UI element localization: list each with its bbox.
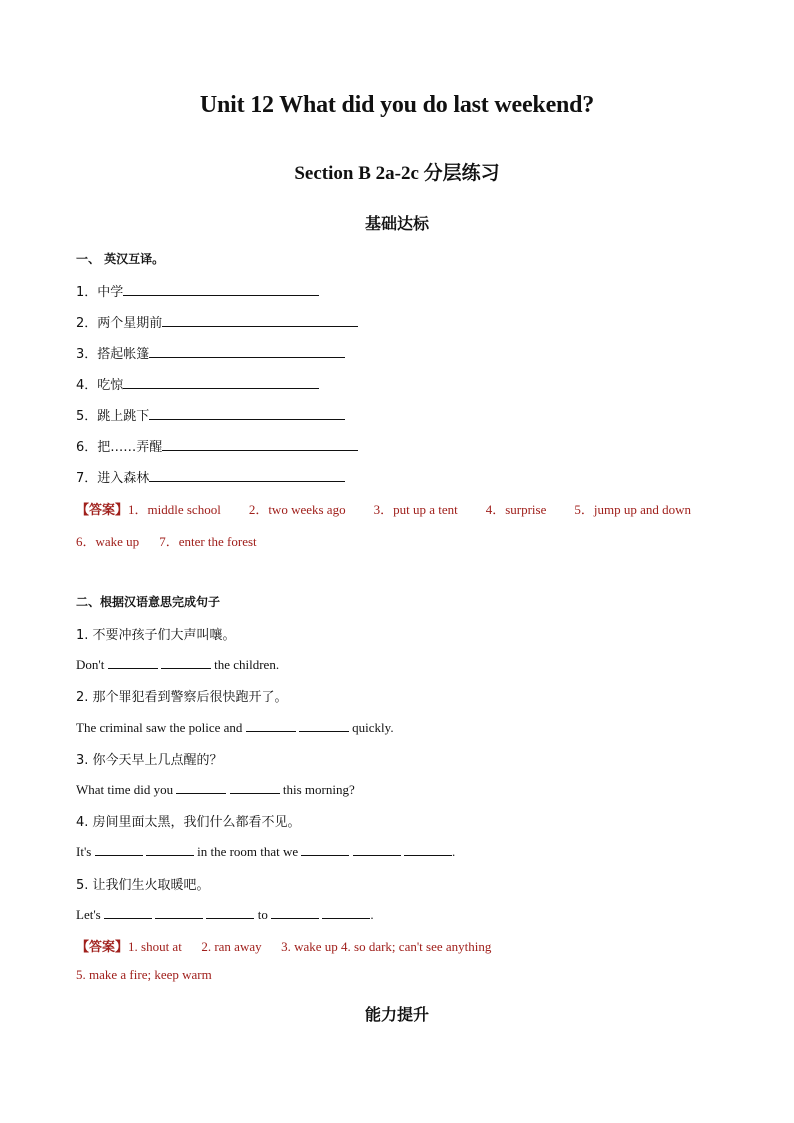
answer-blank[interactable] xyxy=(161,655,211,669)
part2-chinese-sentence: 1. 不要冲孩子们大声叫嚷。 xyxy=(76,628,236,643)
section-title: Section B 2a-2c 分层练习 xyxy=(294,163,500,184)
part2-heading: 二、根据汉语意思完成句子 xyxy=(76,595,221,609)
answer-blank[interactable] xyxy=(146,842,194,856)
part2-english-sentence: It's in the room that we . xyxy=(76,844,456,859)
answer-blank[interactable] xyxy=(176,780,226,794)
part1-item: 2．两个星期前 xyxy=(76,312,358,331)
answer-blank[interactable] xyxy=(104,905,152,919)
answer-blank[interactable] xyxy=(301,842,349,856)
answer-item: 6．wake up xyxy=(76,534,140,549)
part2-english-sentence: Let's to . xyxy=(76,907,374,922)
answer-blank[interactable] xyxy=(123,282,319,296)
answer-blank[interactable] xyxy=(299,718,349,732)
part2-english-sentence: The criminal saw the police and quickly. xyxy=(76,720,394,735)
part1-item: 4．吃惊 xyxy=(76,374,319,393)
answer-blank[interactable] xyxy=(149,406,345,420)
answer-item: 2．two weeks ago xyxy=(248,502,346,517)
answer-item: 5．jump up and down xyxy=(574,502,692,517)
answer-tag: 【答案】 xyxy=(76,940,129,955)
part1-item: 6．把……弄醒 xyxy=(76,436,358,455)
part1-item: 3．搭起帐篷 xyxy=(76,343,345,362)
answer-blank[interactable] xyxy=(162,313,358,327)
level-heading-advanced: 能力提升 xyxy=(364,1005,429,1024)
answer-blank[interactable] xyxy=(155,905,203,919)
answer-item: 5. make a fire; keep warm xyxy=(76,967,212,982)
answer-blank[interactable] xyxy=(246,718,296,732)
part2-chinese-sentence: 4. 房间里面太黑，我们什么都看不见。 xyxy=(76,815,301,830)
answer-blank[interactable] xyxy=(149,344,345,358)
answer-blank[interactable] xyxy=(162,437,358,451)
answer-tag: 【答案】 xyxy=(76,503,129,518)
part2-chinese-sentence: 5. 让我们生火取暖吧。 xyxy=(76,878,210,893)
answer-blank[interactable] xyxy=(108,655,158,669)
answer-blank[interactable] xyxy=(404,842,452,856)
part1-item: 5．跳上跳下 xyxy=(76,405,345,424)
answer-blank[interactable] xyxy=(95,842,143,856)
answer-blank[interactable] xyxy=(123,375,319,389)
answer-item: 4．surprise xyxy=(485,502,547,517)
answer-item: 7．enter the forest xyxy=(159,534,257,549)
part2-english-sentence: Don't the children. xyxy=(76,657,280,672)
answer-blank[interactable] xyxy=(230,780,280,794)
page-title: Unit 12 What did you do last weekend? xyxy=(199,92,595,118)
answer-blank[interactable] xyxy=(322,905,370,919)
part1-heading: 一、 英汉互译。 xyxy=(76,252,165,266)
answer-item: 1．middle school xyxy=(128,502,221,517)
part1-item: 1．中学 xyxy=(76,281,319,300)
part1-item: 7．进入森林 xyxy=(76,467,345,486)
part1-answer-line xyxy=(76,531,257,550)
answer-blank[interactable] xyxy=(353,842,401,856)
answer-item: 3．put up a tent xyxy=(373,502,458,517)
answer-blank[interactable] xyxy=(271,905,319,919)
part1-answer-line xyxy=(76,499,691,518)
part2-answer-line xyxy=(76,967,212,983)
part2-chinese-sentence: 3. 你今天早上几点醒的？ xyxy=(76,753,223,768)
answer-item: 1. shout at 2. ran away 3. wake up 4. so dark; can't see anything xyxy=(128,939,492,954)
answer-blank[interactable] xyxy=(206,905,254,919)
part2-english-sentence: What time did you this morning? xyxy=(76,782,355,797)
part2-chinese-sentence: 2. 那个罪犯看到警察后很快跑开了。 xyxy=(76,690,288,705)
level-heading-basic: 基础达标 xyxy=(364,214,429,233)
part2-answer-line xyxy=(76,936,491,955)
answer-blank[interactable] xyxy=(149,468,345,482)
